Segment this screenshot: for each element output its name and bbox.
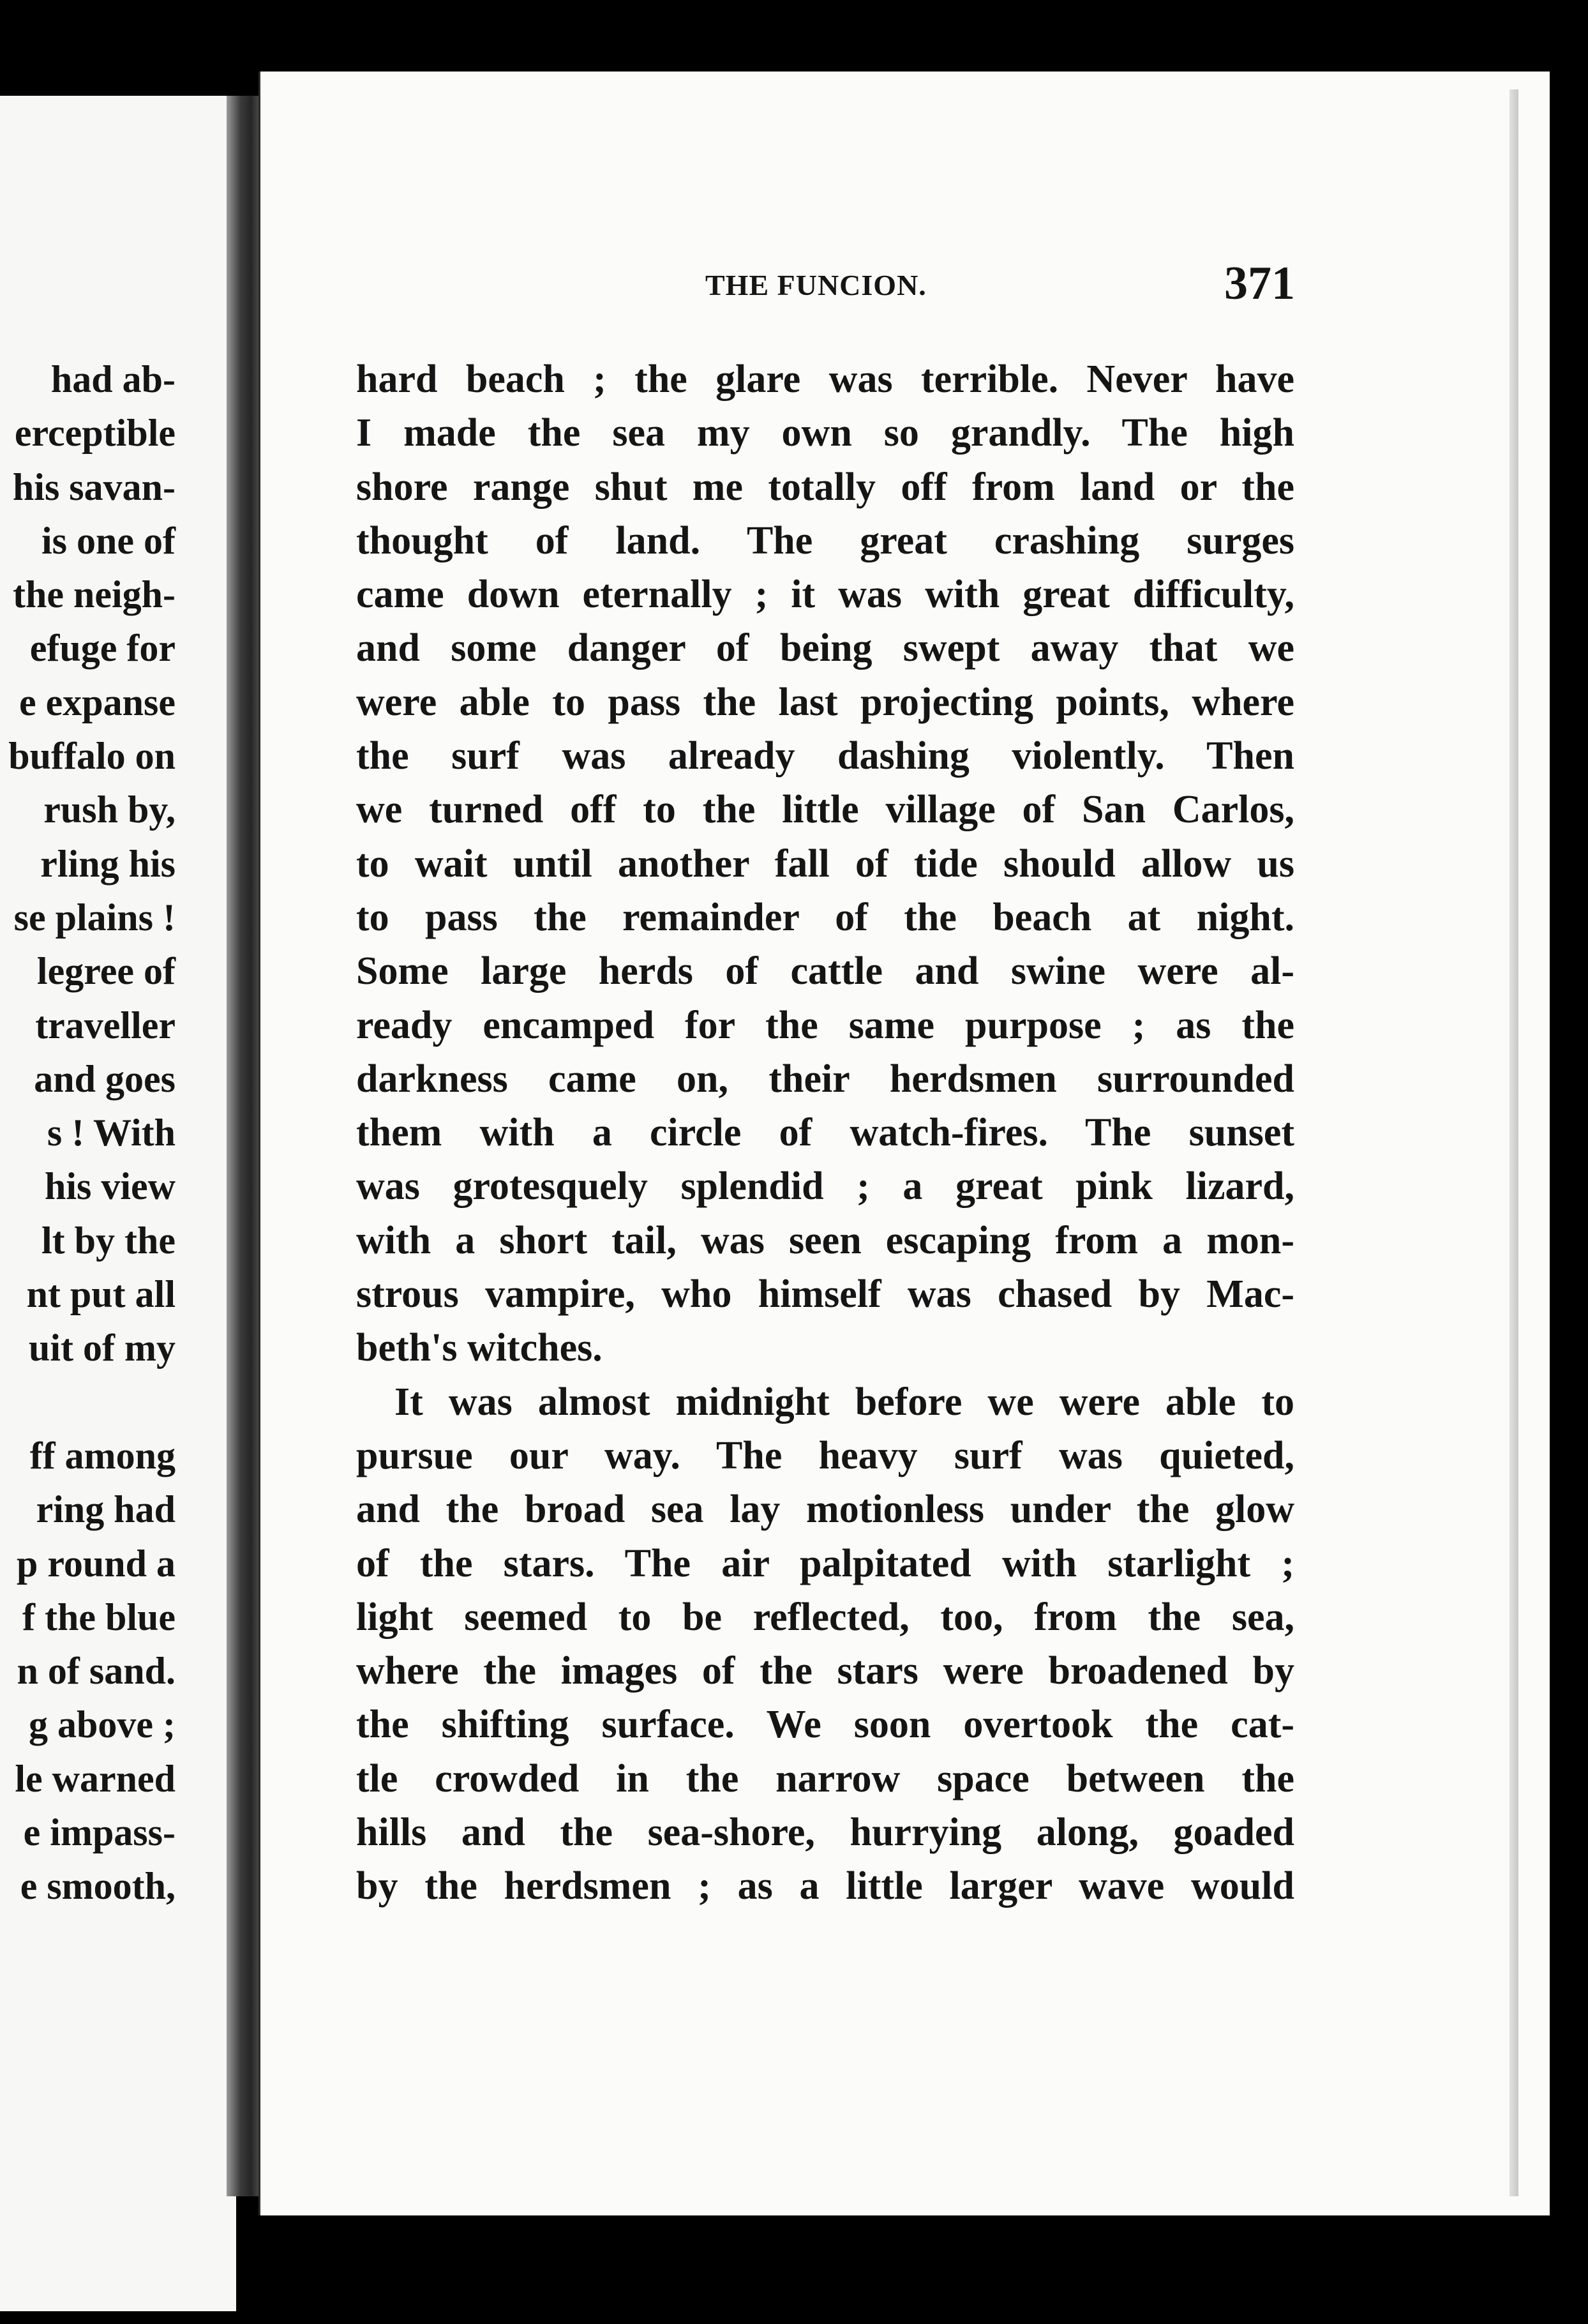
- left-line: the neigh-: [13, 573, 176, 616]
- left-line: ring had: [36, 1488, 176, 1531]
- left-line-gap: [0, 1375, 176, 1429]
- text-line: and some danger of being swept away that we: [356, 626, 1294, 670]
- left-line: le warned: [15, 1757, 176, 1800]
- left-line: f the blue: [22, 1596, 176, 1638]
- left-line: rling his: [40, 842, 176, 885]
- left-line: p round a: [16, 1542, 176, 1585]
- left-line: his view: [44, 1165, 176, 1208]
- paragraph-end-line: beth's witches.: [356, 1326, 603, 1370]
- text-line: were able to pass the last projecting points, where: [356, 680, 1294, 724]
- left-line: se plains !: [13, 896, 176, 939]
- text-line: pursue our way. The heavy surf was quieted,: [356, 1433, 1294, 1477]
- left-line: g above ;: [29, 1703, 176, 1746]
- text-line: ready encamped for the same purpose ; as the: [356, 1003, 1294, 1047]
- text-line: light seemed to be reflected, too, from the sea,: [356, 1595, 1294, 1639]
- left-line: nt put all: [26, 1273, 176, 1316]
- text-line: darkness came on, their herdsmen surrounded: [356, 1057, 1294, 1101]
- left-line: e expanse: [19, 681, 176, 723]
- text-line: hills and the sea-shore, hurrying along, goaded: [356, 1811, 1294, 1855]
- text-line: to wait until another fall of tide should allow us: [356, 841, 1294, 886]
- text-line: where the images of the stars were broadened by: [356, 1649, 1294, 1693]
- text-line: with a short tail, was seen escaping from a mon-: [356, 1218, 1294, 1262]
- text-line: Some large herds of cattle and swine were al-: [356, 949, 1294, 993]
- left-line: buffalo on: [8, 735, 176, 778]
- text-line: came down eternally ; it was with great difficulty,: [356, 573, 1294, 617]
- paragraph-start-line: It was almost midnight before we were able to: [394, 1380, 1294, 1424]
- text-line: thought of land. The great crashing surges: [356, 518, 1294, 562]
- left-line: erceptible: [14, 412, 176, 455]
- text-line: shore range shut me totally off from land or the: [356, 465, 1294, 509]
- text-line: them with a circle of watch-fires. The sunset: [356, 1111, 1294, 1155]
- left-line: lt by the: [41, 1219, 176, 1262]
- left-line: traveller: [35, 1004, 176, 1046]
- text-line: and the broad sea lay motionless under the glow: [356, 1488, 1294, 1532]
- text-line: by the herdsmen ; as a little larger wave would: [356, 1864, 1294, 1908]
- left-line: had ab-: [50, 358, 176, 400]
- page-number: 371: [1224, 257, 1295, 310]
- text-line: I made the sea my own so grandly. The high: [356, 411, 1294, 455]
- left-page-text: [0, 352, 176, 1913]
- left-line: is one of: [41, 519, 176, 562]
- left-line: and goes: [34, 1057, 176, 1100]
- text-line: the surf was already dashing violently. Then: [356, 734, 1294, 778]
- page-edge: [1509, 89, 1518, 2196]
- text-line: was grotesquely splendid ; a great pink lizard,: [356, 1165, 1294, 1209]
- text-line: of the stars. The air palpitated with starlight ;: [356, 1541, 1294, 1585]
- left-line: n of sand.: [17, 1650, 176, 1693]
- left-line: ff among: [29, 1434, 176, 1477]
- text-line: we turned off to the little village of San Carlos,: [356, 788, 1294, 832]
- book-gutter: [227, 96, 262, 2196]
- left-line: e smooth,: [20, 1865, 176, 1908]
- left-line: e impass-: [23, 1811, 176, 1854]
- left-line: his savan-: [12, 465, 176, 508]
- left-line: s ! With: [47, 1112, 176, 1154]
- left-line: uit of my: [29, 1327, 176, 1370]
- running-header: THE FUNCION.: [705, 269, 927, 301]
- text-line: tle crowded in the narrow space between the: [356, 1756, 1294, 1800]
- text-line: the shifting surface. We soon overtook the cat-: [356, 1703, 1294, 1747]
- text-line: to pass the remainder of the beach at night.: [356, 895, 1294, 939]
- left-line: legree of: [36, 950, 176, 993]
- text-line: strous vampire, who himself was chased by Mac-: [356, 1272, 1294, 1317]
- left-line: rush by,: [43, 788, 176, 831]
- left-line: efuge for: [29, 627, 176, 670]
- text-line: hard beach ; the glare was terrible. Never have: [356, 358, 1294, 401]
- right-page-text: [356, 352, 1294, 1913]
